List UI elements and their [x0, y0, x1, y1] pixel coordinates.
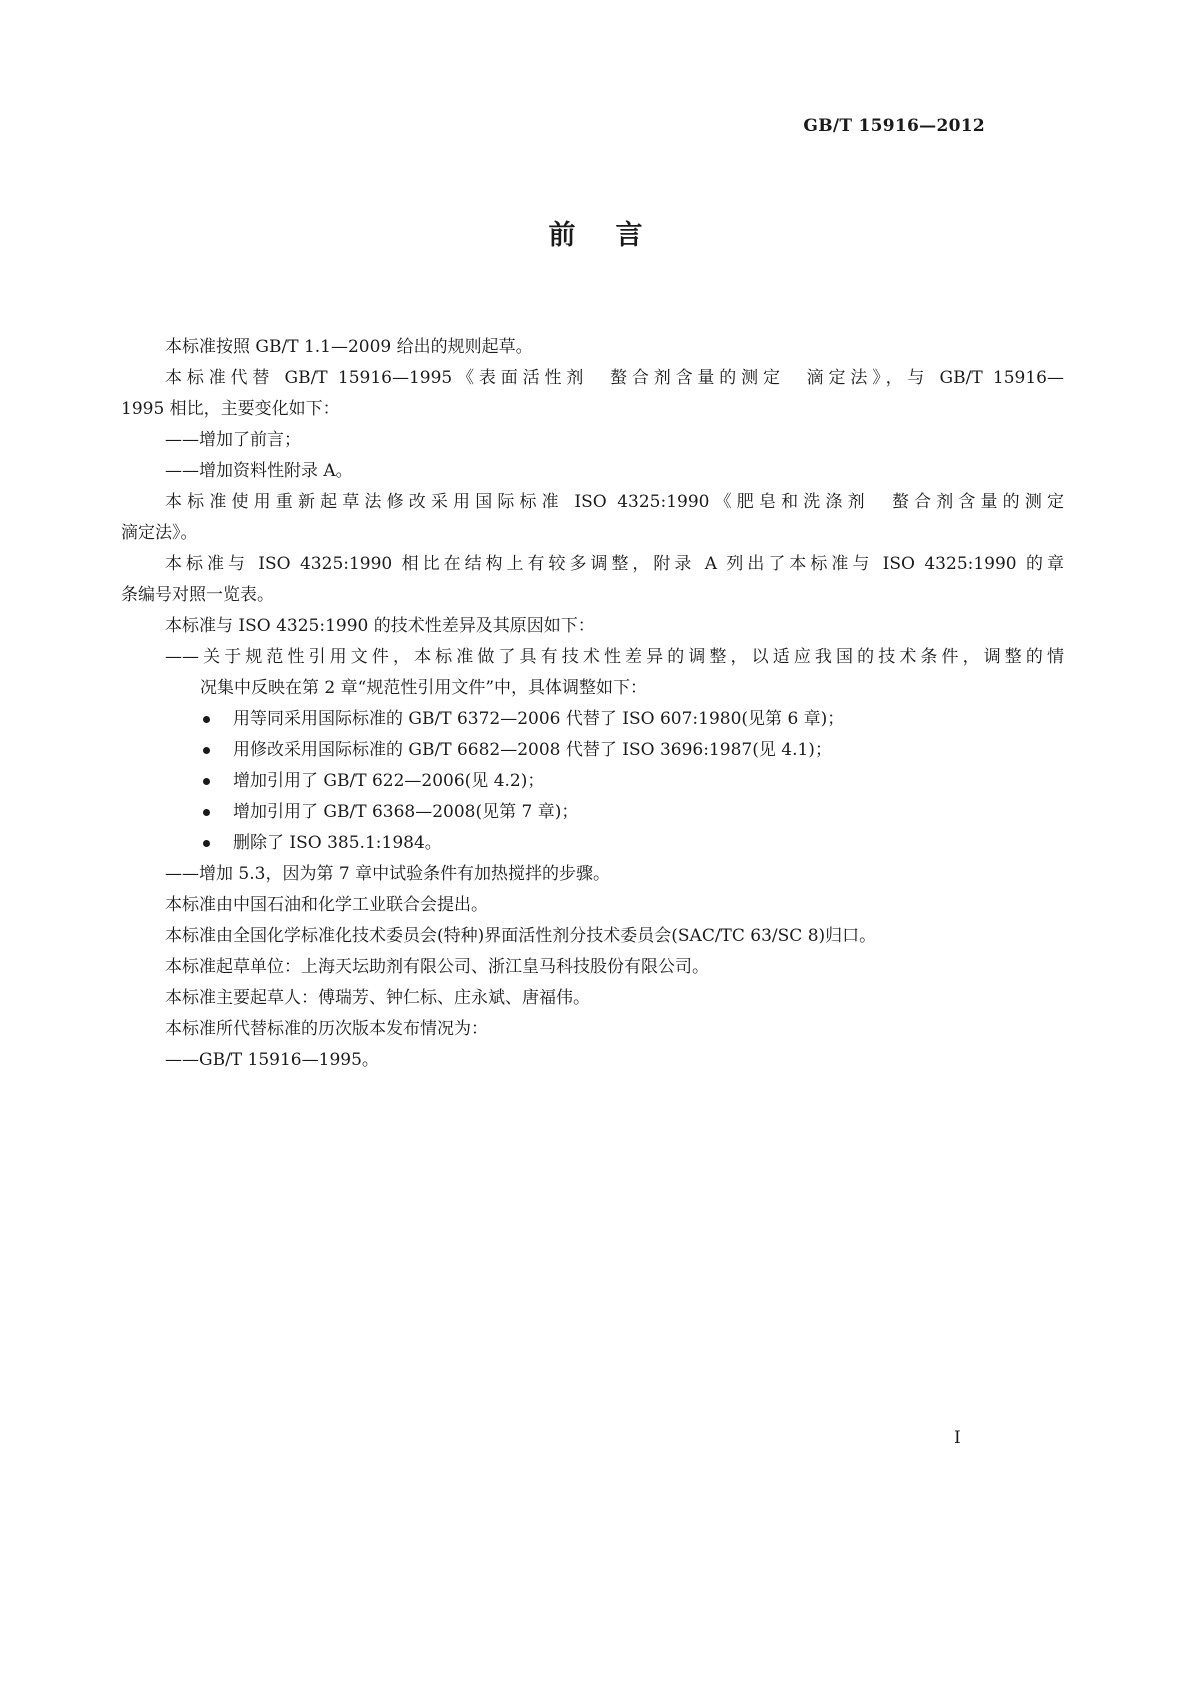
bullet-item: 增加引用了 GB/T 6368—2008(见第 7 章)；	[233, 802, 579, 822]
text-line: 本标准与 ISO 4325:1990 相比在结构上有较多调整，附录 A 列出了本标准与 ISO 4325:1990 的章	[165, 554, 1064, 574]
bullet-icon	[203, 778, 210, 785]
bullet-icon	[203, 840, 210, 847]
bullet-item: 用修改采用国际标准的 GB/T 6682—2008 代替了 ISO 3696:1987(见 4.1)；	[233, 740, 832, 760]
text-line: 本标准主要起草人：傅瑞芳、钟仁标、庄永斌、唐福伟。	[165, 988, 590, 1008]
bullet-item: 增加引用了 GB/T 622—2006(见 4.2)；	[233, 771, 545, 791]
page-number: I	[954, 1428, 961, 1448]
text-line: 本标准起草单位：上海天坛助剂有限公司、浙江皇马科技股份有限公司。	[165, 957, 709, 977]
text-line: 况集中反映在第 2 章“规范性引用文件”中，具体调整如下：	[200, 678, 648, 698]
text-line: 本标准所代替标准的历次版本发布情况为：	[165, 1019, 488, 1039]
bullet-icon	[203, 809, 210, 816]
text-line: ——增加资料性附录 A。	[165, 461, 353, 481]
text-line: ——关于规范性引用文件，本标准做了具有技术性差异的调整，以适应我国的技术条件，调整的情	[165, 647, 1064, 667]
text-line: 本标准与 ISO 4325:1990 的技术性差异及其原因如下：	[165, 616, 595, 636]
bullet-item: 用等同采用国际标准的 GB/T 6372—2006 代替了 ISO 607:1980(见第 6 章)；	[233, 709, 845, 729]
bullet-icon	[203, 747, 210, 754]
text-line: 本标准使用重新起草法修改采用国际标准 ISO 4325:1990《肥皂和洗涤剂 螯合剂含量的测定	[165, 492, 1064, 512]
text-line: ——增加 5.3，因为第 7 章中试验条件有加热搅拌的步骤。	[165, 864, 611, 884]
text-line: ——增加了前言；	[165, 430, 301, 450]
text-line: ——GB/T 15916—1995。	[165, 1050, 379, 1070]
document-number: GB/T 15916—2012	[803, 116, 985, 136]
bullet-item: 删除了 ISO 385.1:1984。	[233, 833, 442, 853]
text-line: 滴定法》。	[121, 523, 198, 543]
text-line: 本标准按照 GB/T 1.1—2009 给出的规则起草。	[165, 337, 533, 357]
page-title: 前言	[548, 220, 683, 251]
text-line: 本标准由全国化学标准化技术委员会(特种)界面活性剂分技术委员会(SAC/TC 63/SC 8)归口。	[165, 926, 877, 946]
bullet-icon	[203, 716, 210, 723]
text-line: 条编号对照一览表。	[121, 585, 274, 605]
text-line: 本标准由中国石油和化学工业联合会提出。	[165, 895, 488, 915]
text-line: 本标准代替 GB/T 15916—1995《表面活性剂 螯合剂含量的测定 滴定法》，与 GB/T 15916—	[165, 368, 1064, 388]
text-line: 1995 相比，主要变化如下：	[121, 399, 340, 419]
